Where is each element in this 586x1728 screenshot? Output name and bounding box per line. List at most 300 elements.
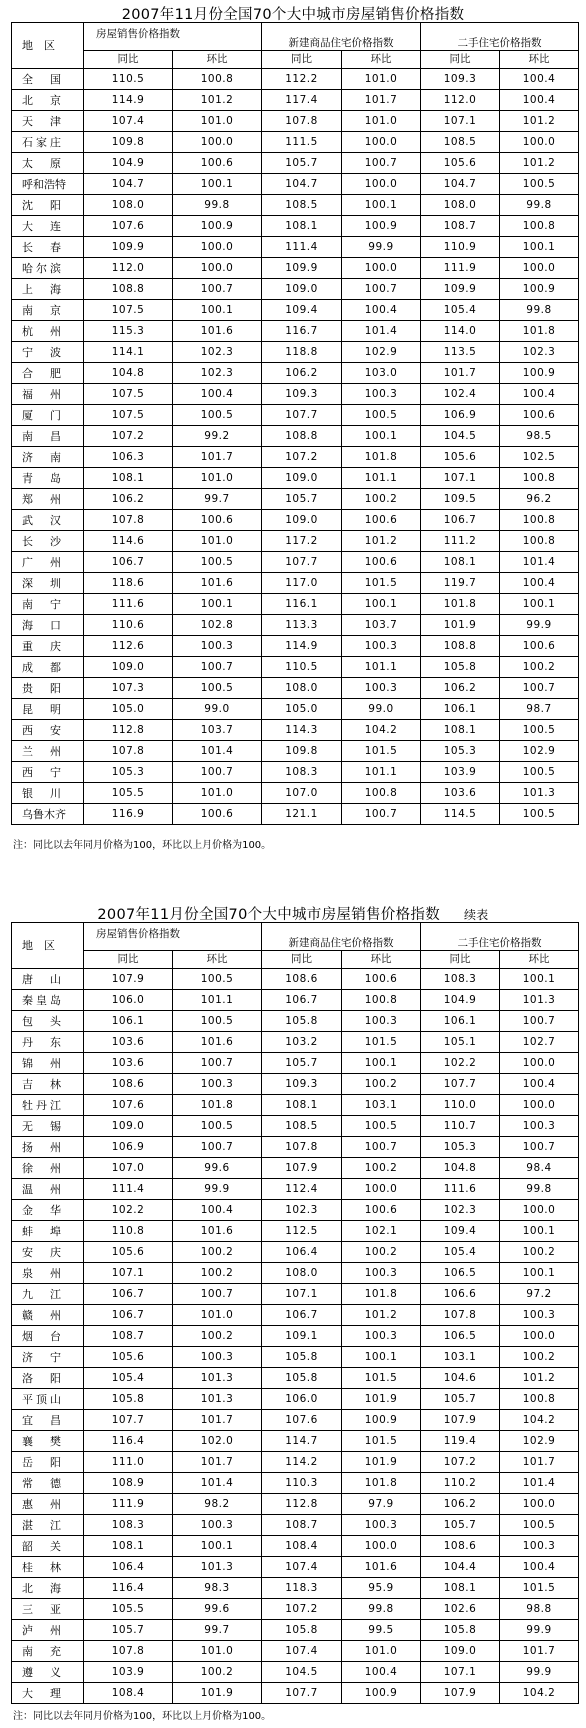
city-name: 成都 — [12, 657, 84, 678]
col-header-yoy: 同比 — [421, 951, 500, 969]
index-value: 110.6 — [84, 615, 173, 636]
index-value: 113.5 — [421, 342, 500, 363]
index-value: 100.1 — [342, 1347, 421, 1368]
index-value: 112.2 — [262, 69, 342, 90]
index-value: 104.2 — [500, 1410, 579, 1431]
index-value: 100.5 — [500, 762, 579, 783]
index-value: 101.4 — [342, 321, 421, 342]
index-value: 99.9 — [173, 1179, 262, 1200]
index-value: 100.6 — [342, 552, 421, 573]
index-value: 106.6 — [421, 1284, 500, 1305]
index-value: 108.1 — [262, 216, 342, 237]
table-row — [12, 1599, 579, 1620]
index-value: 105.4 — [421, 1242, 500, 1263]
index-value: 101.7 — [173, 1410, 262, 1431]
city-name: 洛阳 — [12, 1368, 84, 1389]
index-value: 101.9 — [342, 1389, 421, 1410]
index-value: 102.8 — [173, 615, 262, 636]
index-value: 106.9 — [421, 405, 500, 426]
index-value: 118.3 — [262, 1578, 342, 1599]
index-value: 100.2 — [500, 1242, 579, 1263]
table-row — [12, 1536, 579, 1557]
index-value: 104.6 — [421, 1368, 500, 1389]
index-value: 100.8 — [500, 531, 579, 552]
index-value: 95.9 — [342, 1578, 421, 1599]
index-value: 98.7 — [500, 699, 579, 720]
index-value: 101.0 — [342, 1641, 421, 1662]
index-value: 100.5 — [342, 1116, 421, 1137]
index-value: 101.8 — [342, 1473, 421, 1494]
index-value: 99.0 — [342, 699, 421, 720]
index-value: 101.9 — [421, 615, 500, 636]
index-value: 101.8 — [500, 321, 579, 342]
index-value: 100.3 — [500, 1305, 579, 1326]
index-value: 100.8 — [500, 216, 579, 237]
table-row — [12, 1053, 579, 1074]
index-value: 107.1 — [421, 1662, 500, 1683]
index-value: 100.4 — [342, 1662, 421, 1683]
index-value: 100.6 — [342, 969, 421, 990]
index-value: 100.1 — [173, 1536, 262, 1557]
index-value: 105.7 — [262, 153, 342, 174]
index-value: 99.5 — [342, 1620, 421, 1641]
index-value: 100.0 — [342, 174, 421, 195]
index-value: 107.1 — [262, 1284, 342, 1305]
index-value: 105.8 — [84, 1389, 173, 1410]
index-value: 100.8 — [500, 1389, 579, 1410]
index-value: 114.1 — [84, 342, 173, 363]
city-name: 襄樊 — [12, 1431, 84, 1452]
index-value: 100.8 — [342, 990, 421, 1011]
index-value: 101.2 — [342, 1305, 421, 1326]
index-value: 106.7 — [262, 1305, 342, 1326]
col-header-mom: 环比 — [342, 51, 421, 69]
index-value: 100.0 — [342, 1536, 421, 1557]
table-row — [12, 804, 579, 825]
index-value: 106.0 — [262, 1389, 342, 1410]
city-name: 上海 — [12, 279, 84, 300]
col-header-yoy: 同比 — [84, 951, 173, 969]
index-value: 114.5 — [421, 804, 500, 825]
index-value: 100.2 — [500, 657, 579, 678]
index-value: 96.2 — [500, 489, 579, 510]
index-value: 108.0 — [262, 1263, 342, 1284]
index-value: 105.4 — [421, 300, 500, 321]
index-value: 106.4 — [262, 1242, 342, 1263]
index-value: 101.2 — [173, 90, 262, 111]
index-value: 100.6 — [173, 510, 262, 531]
city-name: 兰州 — [12, 741, 84, 762]
city-name: 徐州 — [12, 1158, 84, 1179]
index-value: 100.0 — [500, 1494, 579, 1515]
table-row — [12, 1452, 579, 1473]
index-value: 106.2 — [84, 489, 173, 510]
index-value: 101.6 — [173, 573, 262, 594]
index-value: 108.0 — [84, 195, 173, 216]
table-row — [12, 1662, 579, 1683]
index-value: 100.1 — [342, 1053, 421, 1074]
city-name: 西宁 — [12, 762, 84, 783]
index-value: 100.7 — [173, 1284, 262, 1305]
table-row — [12, 1032, 579, 1053]
table-row — [12, 195, 579, 216]
col-header-mom: 环比 — [500, 51, 579, 69]
index-value: 102.5 — [500, 447, 579, 468]
index-value: 111.9 — [84, 1494, 173, 1515]
index-value: 108.1 — [421, 1578, 500, 1599]
index-value: 100.0 — [342, 132, 421, 153]
index-value: 107.8 — [262, 1137, 342, 1158]
index-value: 100.7 — [173, 1053, 262, 1074]
index-value: 107.2 — [421, 1452, 500, 1473]
index-value: 106.5 — [421, 1326, 500, 1347]
index-value: 107.2 — [262, 447, 342, 468]
table-row — [12, 1557, 579, 1578]
index-value: 101.0 — [173, 1305, 262, 1326]
index-value: 101.4 — [500, 1473, 579, 1494]
index-value: 111.0 — [84, 1452, 173, 1473]
index-value: 100.4 — [173, 1200, 262, 1221]
index-value: 100.5 — [173, 678, 262, 699]
table-row — [12, 153, 579, 174]
city-name: 温州 — [12, 1179, 84, 1200]
index-value: 101.3 — [173, 1368, 262, 1389]
index-value: 100.6 — [500, 405, 579, 426]
index-value: 106.0 — [84, 990, 173, 1011]
index-value: 107.7 — [262, 405, 342, 426]
table1-body — [12, 69, 579, 825]
index-value: 101.0 — [173, 1641, 262, 1662]
index-value: 100.1 — [500, 1221, 579, 1242]
index-value: 98.8 — [500, 1599, 579, 1620]
index-value: 101.4 — [173, 741, 262, 762]
index-value: 102.4 — [421, 384, 500, 405]
index-value: 101.4 — [500, 552, 579, 573]
index-value: 100.3 — [173, 1515, 262, 1536]
index-value: 108.7 — [262, 1515, 342, 1536]
city-name: 安庆 — [12, 1242, 84, 1263]
index-value: 100.5 — [173, 1116, 262, 1137]
index-value: 105.5 — [84, 1599, 173, 1620]
table-row — [12, 237, 579, 258]
index-value: 100.3 — [342, 678, 421, 699]
index-value: 107.4 — [262, 1557, 342, 1578]
index-value: 100.3 — [342, 636, 421, 657]
index-value: 103.1 — [342, 1095, 421, 1116]
index-value: 116.4 — [84, 1431, 173, 1452]
table-row — [12, 1242, 579, 1263]
index-value: 112.6 — [84, 636, 173, 657]
index-value: 100.2 — [173, 1263, 262, 1284]
index-value: 114.6 — [84, 531, 173, 552]
city-name: 乌鲁木齐 — [12, 804, 84, 825]
table-row — [12, 1347, 579, 1368]
index-value: 114.0 — [421, 321, 500, 342]
index-value: 99.8 — [173, 195, 262, 216]
index-value: 100.5 — [500, 1515, 579, 1536]
index-value: 101.8 — [173, 1095, 262, 1116]
index-value: 100.7 — [173, 279, 262, 300]
index-value: 110.9 — [421, 237, 500, 258]
city-name: 吉林 — [12, 1074, 84, 1095]
index-value: 108.3 — [262, 762, 342, 783]
table2-title — [0, 903, 586, 924]
index-value: 105.7 — [262, 489, 342, 510]
index-value: 100.5 — [173, 405, 262, 426]
index-value: 102.9 — [500, 741, 579, 762]
city-name: 济宁 — [12, 1347, 84, 1368]
index-value: 114.9 — [84, 90, 173, 111]
index-value: 109.1 — [262, 1326, 342, 1347]
index-value: 99.6 — [173, 1158, 262, 1179]
index-value: 109.5 — [421, 489, 500, 510]
index-value: 114.9 — [262, 636, 342, 657]
index-value: 107.8 — [84, 741, 173, 762]
index-value: 105.8 — [262, 1011, 342, 1032]
index-value: 109.9 — [421, 279, 500, 300]
index-value: 105.8 — [262, 1368, 342, 1389]
table-row — [12, 990, 579, 1011]
index-value: 107.7 — [262, 552, 342, 573]
table-row — [12, 969, 579, 990]
index-value: 118.6 — [84, 573, 173, 594]
index-value: 100.0 — [342, 1179, 421, 1200]
col-header-mom: 环比 — [342, 951, 421, 969]
index-value: 109.3 — [262, 1074, 342, 1095]
index-value: 108.6 — [421, 1536, 500, 1557]
index-value: 108.8 — [262, 426, 342, 447]
table-row — [12, 1326, 579, 1347]
index-value: 107.9 — [262, 1158, 342, 1179]
index-value: 104.8 — [84, 363, 173, 384]
index-value: 107.9 — [84, 969, 173, 990]
index-value: 103.9 — [84, 1662, 173, 1683]
index-value: 107.7 — [421, 1074, 500, 1095]
index-value: 100.1 — [173, 174, 262, 195]
index-value: 103.0 — [342, 363, 421, 384]
index-value: 109.9 — [262, 258, 342, 279]
table-row — [12, 1473, 579, 1494]
city-name: 泉州 — [12, 1263, 84, 1284]
index-value: 100.4 — [173, 384, 262, 405]
city-name: 烟台 — [12, 1326, 84, 1347]
index-value: 102.2 — [84, 1200, 173, 1221]
table-row — [12, 363, 579, 384]
index-value: 101.8 — [421, 594, 500, 615]
index-value: 108.3 — [84, 1515, 173, 1536]
city-name: 北海 — [12, 1578, 84, 1599]
index-value: 101.1 — [342, 657, 421, 678]
index-value: 107.1 — [421, 468, 500, 489]
index-value: 101.0 — [173, 468, 262, 489]
index-value: 102.3 — [500, 342, 579, 363]
table-row — [12, 321, 579, 342]
index-value: 100.3 — [342, 1263, 421, 1284]
index-value: 100.9 — [500, 279, 579, 300]
index-value: 105.7 — [421, 1389, 500, 1410]
city-name: 湛江 — [12, 1515, 84, 1536]
col-header-yoy: 同比 — [84, 51, 173, 69]
group-header-second-hand: 二手住宅价格指数 — [421, 23, 579, 51]
index-value: 102.7 — [500, 1032, 579, 1053]
index-value: 100.0 — [173, 132, 262, 153]
group-header-new-homes: 新建商品住宅价格指数 — [262, 23, 421, 51]
index-value: 99.9 — [500, 1620, 579, 1641]
index-value: 99.6 — [173, 1599, 262, 1620]
table2 — [11, 922, 579, 1704]
index-value: 100.0 — [173, 237, 262, 258]
city-name: 北京 — [12, 90, 84, 111]
index-value: 109.0 — [421, 1641, 500, 1662]
group-header-new-homes: 新建商品住宅价格指数 — [262, 923, 421, 951]
index-value: 103.6 — [84, 1053, 173, 1074]
index-value: 99.2 — [173, 426, 262, 447]
index-value: 106.5 — [421, 1263, 500, 1284]
index-value: 100.8 — [342, 783, 421, 804]
group-header-sales: 房屋销售价格指数 — [84, 23, 262, 51]
index-value: 100.7 — [342, 279, 421, 300]
index-value: 104.7 — [84, 174, 173, 195]
index-value: 100.4 — [500, 1074, 579, 1095]
index-value: 100.5 — [173, 552, 262, 573]
index-value: 106.1 — [421, 1011, 500, 1032]
index-value: 99.7 — [173, 489, 262, 510]
index-value: 101.0 — [173, 111, 262, 132]
index-value: 107.5 — [84, 384, 173, 405]
index-value: 105.3 — [421, 741, 500, 762]
index-value: 108.1 — [421, 720, 500, 741]
index-value: 111.2 — [421, 531, 500, 552]
index-value: 99.8 — [500, 300, 579, 321]
index-value: 107.8 — [84, 1641, 173, 1662]
city-name: 石家庄 — [12, 132, 84, 153]
index-value: 97.2 — [500, 1284, 579, 1305]
index-value: 100.0 — [173, 258, 262, 279]
index-value: 108.8 — [421, 636, 500, 657]
city-name: 大连 — [12, 216, 84, 237]
index-value: 100.0 — [500, 1326, 579, 1347]
index-value: 111.6 — [421, 1179, 500, 1200]
index-value: 100.3 — [342, 1326, 421, 1347]
index-value: 100.5 — [500, 804, 579, 825]
index-value: 106.1 — [84, 1011, 173, 1032]
city-name: 哈尔滨 — [12, 258, 84, 279]
index-value: 100.3 — [173, 1347, 262, 1368]
index-value: 119.7 — [421, 573, 500, 594]
index-value: 101.2 — [500, 1368, 579, 1389]
index-value: 106.1 — [421, 699, 500, 720]
city-name: 常德 — [12, 1473, 84, 1494]
index-value: 109.0 — [262, 468, 342, 489]
index-value: 106.2 — [421, 1494, 500, 1515]
index-value: 105.8 — [262, 1620, 342, 1641]
index-value: 101.3 — [173, 1389, 262, 1410]
index-value: 100.5 — [173, 1011, 262, 1032]
index-value: 100.5 — [342, 405, 421, 426]
index-value: 101.5 — [342, 573, 421, 594]
city-name: 宜昌 — [12, 1410, 84, 1431]
index-value: 101.6 — [173, 321, 262, 342]
index-value: 106.7 — [84, 1284, 173, 1305]
index-value: 101.5 — [342, 1368, 421, 1389]
index-value: 101.3 — [500, 990, 579, 1011]
table-row — [12, 573, 579, 594]
index-value: 104.2 — [342, 720, 421, 741]
index-value: 101.0 — [173, 783, 262, 804]
index-value: 107.5 — [84, 405, 173, 426]
index-value: 101.1 — [342, 762, 421, 783]
table2-note: 注：同比以去年同月价格为100，环比以上月价格为100。 — [13, 1711, 272, 1722]
index-value: 100.1 — [500, 969, 579, 990]
city-name: 唐山 — [12, 969, 84, 990]
group-header-second-hand: 二手住宅价格指数 — [421, 923, 579, 951]
index-value: 100.9 — [342, 1410, 421, 1431]
index-value: 104.9 — [421, 990, 500, 1011]
table1 — [11, 22, 579, 825]
index-value: 107.1 — [84, 1263, 173, 1284]
table-row — [12, 678, 579, 699]
table-row — [12, 132, 579, 153]
table-row — [12, 720, 579, 741]
col-header-mom: 环比 — [173, 51, 262, 69]
index-value: 100.1 — [500, 1263, 579, 1284]
table2-continued-label: 续表 — [464, 908, 489, 922]
index-value: 105.6 — [421, 447, 500, 468]
table-row — [12, 1683, 579, 1704]
index-value: 101.4 — [173, 1473, 262, 1494]
index-value: 100.4 — [342, 300, 421, 321]
index-value: 105.7 — [262, 1053, 342, 1074]
index-value: 118.8 — [262, 342, 342, 363]
index-value: 100.7 — [173, 657, 262, 678]
index-value: 108.8 — [84, 279, 173, 300]
city-name: 武汉 — [12, 510, 84, 531]
table-row — [12, 1641, 579, 1662]
index-value: 105.8 — [262, 1347, 342, 1368]
index-value: 104.4 — [421, 1557, 500, 1578]
index-value: 110.5 — [262, 657, 342, 678]
index-value: 101.3 — [173, 1557, 262, 1578]
index-value: 99.8 — [342, 1599, 421, 1620]
index-value: 105.3 — [421, 1137, 500, 1158]
index-value: 111.4 — [84, 1179, 173, 1200]
table-row — [12, 1179, 579, 1200]
table-row — [12, 531, 579, 552]
city-name: 锦州 — [12, 1053, 84, 1074]
index-value: 100.0 — [500, 258, 579, 279]
index-value: 107.4 — [84, 111, 173, 132]
table-row — [12, 699, 579, 720]
index-value: 101.1 — [342, 468, 421, 489]
table-row — [12, 1305, 579, 1326]
city-name: 丹东 — [12, 1032, 84, 1053]
index-value: 102.1 — [342, 1221, 421, 1242]
index-value: 105.0 — [262, 699, 342, 720]
index-value: 108.5 — [262, 1116, 342, 1137]
index-value: 100.0 — [342, 258, 421, 279]
city-name: 遵义 — [12, 1662, 84, 1683]
table-row — [12, 405, 579, 426]
index-value: 114.3 — [262, 720, 342, 741]
index-value: 105.1 — [421, 1032, 500, 1053]
index-value: 107.8 — [84, 510, 173, 531]
index-value: 100.3 — [173, 636, 262, 657]
index-value: 114.7 — [262, 1431, 342, 1452]
index-value: 102.9 — [342, 342, 421, 363]
index-value: 100.4 — [500, 573, 579, 594]
index-value: 103.6 — [421, 783, 500, 804]
index-value: 107.9 — [421, 1683, 500, 1704]
